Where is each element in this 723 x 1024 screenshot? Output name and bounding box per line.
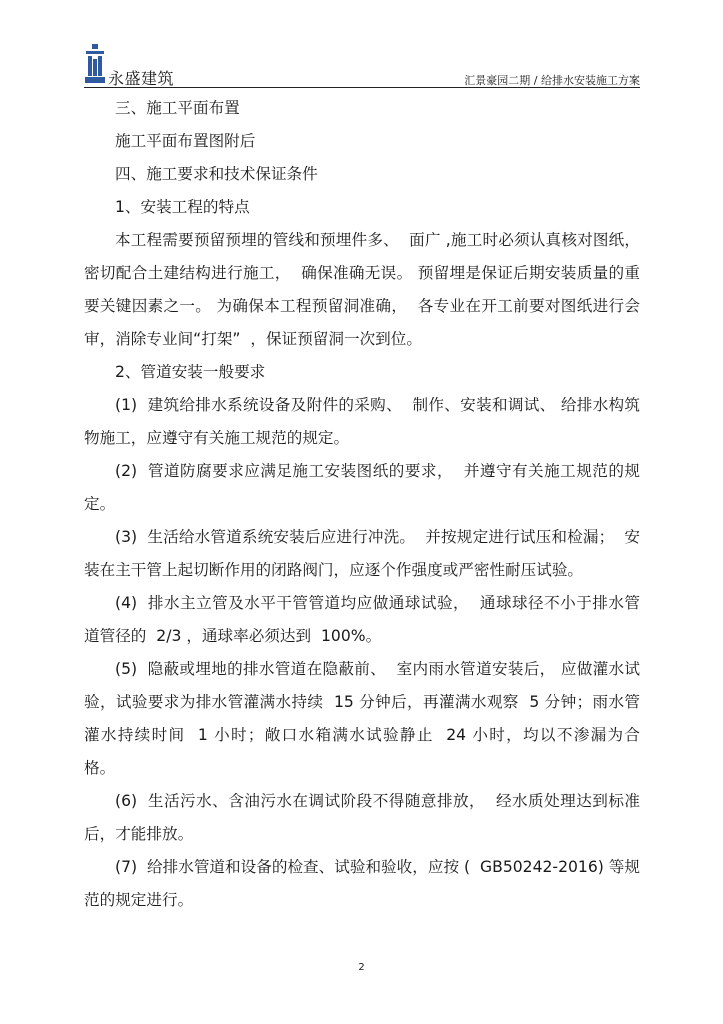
subsection-heading-1: 1、安装工程的特点 xyxy=(115,198,250,216)
section-heading-3: 三、施工平面布置 xyxy=(115,99,240,117)
list-item-line: 定。 xyxy=(84,495,116,513)
paragraph-line: 本工程需要预留预埋的管线和预埋件多、 面广 ,施工时必须认真核对图纸， xyxy=(115,231,640,249)
list-item-line: (2) 管道防腐要求应满足施工安装图纸的要求， 并遵守有关施工规范的规 xyxy=(115,462,640,480)
list-item-line: 后，才能排放。 xyxy=(84,825,194,843)
paragraph-line: 密切配合土建结构进行施工， 确保准确无误。 预留埋是保证后期安装质量的重 xyxy=(84,264,640,282)
paragraph-line: 审，消除专业间“打架” ，保证预留洞一次到位。 xyxy=(84,330,422,348)
list-item-line: 验，试验要求为排水管灌满水持续 15 分钟后，再灌满水观察 5 分钟；雨水管 xyxy=(84,693,640,711)
company-name: 永盛建筑 xyxy=(108,69,175,88)
page-number: 2 xyxy=(358,962,365,973)
document-title: 汇景豪园二期 / 给排水安装施工方案 xyxy=(464,74,640,87)
list-item-line: 物施工，应遵守有关施工规范的规定。 xyxy=(84,429,350,447)
list-item-line: (1) 建筑给排水系统设备及附件的采购、 制作、安装和调试、 给排水构筑 xyxy=(115,396,640,414)
page-header xyxy=(84,44,640,90)
list-item-line: 装在主干管上起切断作用的闭路阀门，应逐个作强度或严密性耐压试验。 xyxy=(84,561,584,579)
company-logo-icon xyxy=(84,44,106,84)
list-item-line: (3) 生活给水管道系统安装后应进行冲洗。 并按规定进行试压和检漏； 安 xyxy=(115,528,640,546)
list-item-line: 范的规定进行。 xyxy=(84,891,194,909)
list-item-line: (7) 给排水管道和设备的检查、试验和验收，应按 ( GB50242-2016) 等规 xyxy=(115,858,640,876)
header-divider xyxy=(84,87,640,88)
subsection-heading-2: 2、管道安装一般要求 xyxy=(115,363,266,381)
list-item-line: 灌水持续时间 1 小时；敞口水箱满水试验静止 24 小时，均以不渗漏为合 xyxy=(84,726,640,744)
list-item-line: 道管径的 2/3 ，通球率必须达到 100%。 xyxy=(84,627,382,645)
paragraph-line: 要关键因素之一。 为确保本工程预留洞准确， 各专业在开工前要对图纸进行会 xyxy=(84,297,640,315)
list-item-line: (5) 隐蔽或埋地的排水管道在隐蔽前、 室内雨水管道安装后， 应做灌水试 xyxy=(115,660,640,678)
list-item-line: (6) 生活污水、含油污水在调试阶段不得随意排放， 经水质处理达到标准 xyxy=(115,792,640,810)
list-item-line: (4) 排水主立管及水平干管管道均应做通球试验， 通球球径不小于排水管 xyxy=(115,594,640,612)
text-line: 施工平面布置图附后 xyxy=(115,132,256,150)
list-item-line: 格。 xyxy=(84,759,116,777)
section-heading-4: 四、施工要求和技术保证条件 xyxy=(115,165,318,183)
